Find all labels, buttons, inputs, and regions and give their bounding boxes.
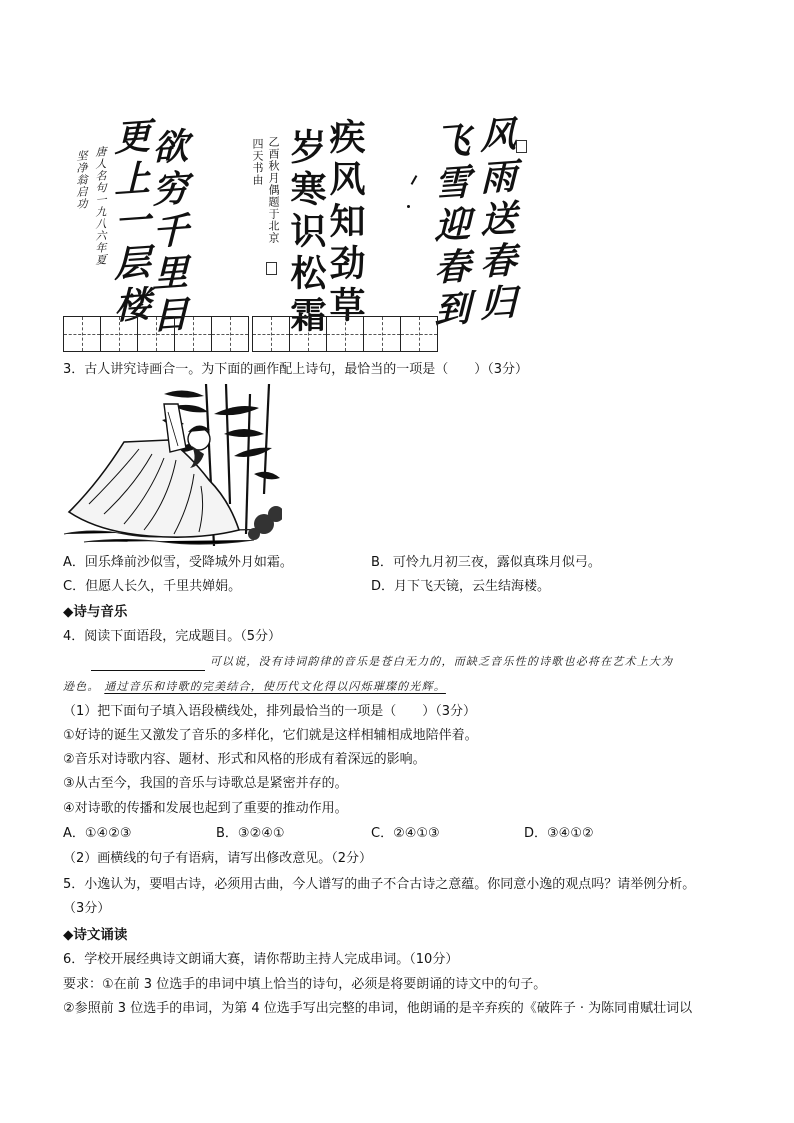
calligraphy-main-column: 飞雪迎春到: [429, 120, 471, 334]
grid-cell[interactable]: [137, 316, 175, 352]
question-3-stem: 3．古人讲究诗画合一。为下面的画作配上诗句，最恰当的一项是（ ）（3分）: [63, 362, 529, 377]
question-4-option-a: A．①④②③: [63, 826, 132, 841]
question-4-stem: 4．阅读下面语段，完成题目。（5分）: [63, 629, 282, 644]
section-heading-recite: ◆诗文诵读: [63, 927, 128, 943]
grid-cell[interactable]: [252, 316, 290, 352]
question-4-sub-2: （2）画横线的句子有语病，请写出修改意见。（2分）: [63, 851, 373, 866]
grid-cell[interactable]: [289, 316, 327, 352]
seal-stamp: [266, 262, 277, 275]
grid-cell[interactable]: [63, 316, 101, 352]
fill-in-blank[interactable]: [91, 658, 205, 671]
question-5-line-1: 5．小逸认为，要唱古诗，必须用古曲，今人谱写的曲子不合古诗之意蕴。你同意小逸的观点吗？请举例分析。: [63, 877, 696, 892]
question-6-requirement-1: 要求：①在前 3 位选手的串词中填上恰当的诗句，必须是将要朗诵的诗文中的句子。: [63, 977, 547, 992]
calligraphy-main-column: 风雨送春归: [475, 114, 517, 328]
grid-cell[interactable]: [100, 316, 138, 352]
calligraphy-inscription: 唐人名句一九八六年夏: [94, 145, 107, 267]
question-6-requirement-2: ②参照前 3 位选手的串词，为第 4 位选手写出完整的串词，他朗诵的是辛弃疾的《破阵子 · 为陈同甫赋壮词以: [63, 1001, 693, 1016]
grid-cell[interactable]: [400, 316, 438, 352]
question-4-passage-line-2: 逊色。 通过音乐和诗歌的完美结合，使历代文化得以闪烁璀璨的光辉。: [63, 680, 446, 693]
question-6-stem: 6．学校开展经典诗文朗诵大赛，请你帮助主持人完成串词。（10分）: [63, 952, 459, 967]
question-4-passage-line-1: 可以说，没有诗词韵律的音乐是苍白无力的，而缺乏音乐性的诗歌也必将在艺术上大为: [91, 653, 673, 671]
question-4-option-b: B．③②④①: [216, 826, 285, 841]
question-4-option-d: D．③④①②: [524, 826, 594, 841]
question-3-option-d: D．月下飞天镜，云生结海楼。: [371, 579, 551, 594]
calligraphy-signature: 坚净翁启功: [75, 149, 88, 211]
scholar-bamboo-painting: [64, 384, 282, 546]
calligraphy-inscription: 乙酉秋月偶题于北京: [267, 136, 280, 244]
calligraphy-signature: 四天书由: [251, 138, 264, 186]
calligraphy-main-column: 岁寒识松霜: [285, 128, 327, 338]
calligraphy-main-column: 更上一层楼: [109, 116, 151, 330]
question-3-option-c: C．但愿人长久，千里共婵娟。: [63, 579, 242, 594]
question-4-sentence-4: ④对诗歌的传播和发展也起到了重要的推动作用。: [63, 801, 348, 816]
question-4-sentence-2: ②音乐对诗歌内容、题材、形式和风格的形成有着深远的影响。: [63, 752, 426, 767]
seal-stamp: [516, 140, 527, 153]
grid-cell[interactable]: [363, 316, 401, 352]
calligraphy-main-column: 欲穷千里目: [147, 126, 189, 340]
grid-cell[interactable]: [174, 316, 212, 352]
question-4-sentence-3: ③从古至今，我国的音乐与诗歌总是紧密并存的。: [63, 776, 348, 791]
question-3-option-b: B．可怜九月初三夜，露似真珠月似弓。: [371, 555, 601, 570]
question-4-sentence-1: ①好诗的诞生又激发了音乐的多样化，它们就是这样相辅相成地陪伴着。: [63, 728, 478, 743]
question-4-option-c: C．②④①③: [371, 826, 440, 841]
grid-cell[interactable]: [326, 316, 364, 352]
brush-stroke-mark: [411, 175, 418, 185]
answer-grid[interactable]: [63, 316, 437, 352]
section-heading-music: ◆诗与音乐: [63, 604, 128, 620]
question-3-option-a: A．回乐烽前沙似雪，受降城外月如霜。: [63, 555, 293, 570]
question-4-sub-1: （1）把下面句子填入语段横线处，排列最恰当的一项是（ ）（3分）: [63, 704, 477, 719]
calligraphy-main-column: 疾风知劲草: [324, 118, 366, 328]
underlined-sentence: 通过音乐和诗歌的完美结合，使历代文化得以闪烁璀璨的光辉。: [104, 680, 446, 693]
grid-cell[interactable]: [211, 316, 249, 352]
brush-dot-mark: [407, 205, 410, 208]
question-5-line-2: （3分）: [63, 901, 111, 916]
